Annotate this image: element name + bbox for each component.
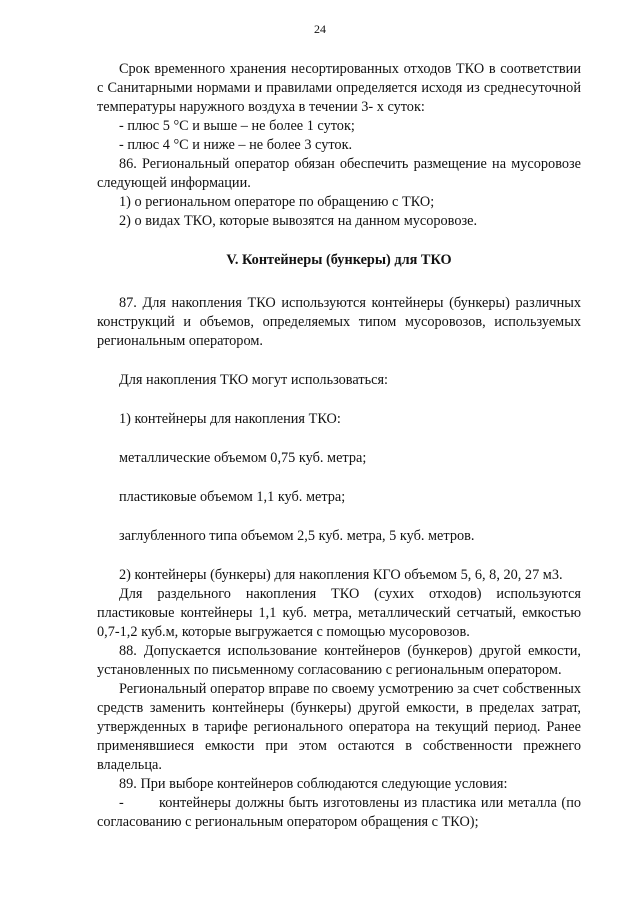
paragraph-plus-5: - плюс 5 °С и выше – не более 1 суток; xyxy=(119,118,355,134)
paragraph-storage-term: Срок временного хранения несортированных отходов ТКО в соответствии с Санитарными нормами и правилами определяется исходя из среднесуточной температуры наружного воздуха в течении 3- х суток: xyxy=(97,61,581,115)
document-body xyxy=(97,60,581,832)
paragraph-plastic: пластиковые объемом 1,1 куб. метра; xyxy=(119,489,346,505)
page-number: 24 xyxy=(314,22,326,36)
paragraph-containers-kgo: 2) контейнеры (бункеры) для накопления КГО объемом 5, 6, 8, 20, 27 м3. xyxy=(119,567,563,583)
section-heading: V. Контейнеры (бункеры) для ТКО xyxy=(226,252,452,268)
paragraph-86: 86. Региональный оператор обязан обеспечить размещение на мусоровозе следующей информации. xyxy=(97,156,581,191)
paragraph-containers-tko: 1) контейнеры для накопления ТКО: xyxy=(119,411,341,427)
bullet-text: контейнеры должны быть изготовлены из пластика или металла (по согласованию с региональным оператором обращения с ТКО); xyxy=(97,795,581,830)
paragraph-89: 89. При выборе контейнеров соблюдаются следующие условия: xyxy=(119,776,508,792)
paragraph-may-use: Для накопления ТКО могут использоваться: xyxy=(119,372,389,388)
list-item-1: 1) о региональном операторе по обращению с ТКО; xyxy=(119,194,435,210)
list-item-2: 2) о видах ТКО, которые вывозятся на данном мусоровозе. xyxy=(119,213,478,229)
paragraph-separate-collection: Для раздельного накопления ТКО (сухих отходов) используются пластиковые контейнеры 1,1 куб. метра, металлический сетчатый, емкостью 0,7-1,2 куб.м, которые выгружается с помощью мусоровозов. xyxy=(97,586,581,640)
paragraph-bullet-material xyxy=(97,794,581,832)
paragraph-operator-right: Региональный оператор вправе по своему усмотрению за счет собственных средств заменить контейнеры (бункеры) другой емкости, в пределах затрат, утвержденных в тарифе регионального оператора на текущий период. Ранее применявшиеся емкости при этом остаются в собственности прежнего владельца. xyxy=(97,681,581,773)
paragraph-plus-4: - плюс 4 °С и ниже – не более 3 суток. xyxy=(119,137,353,153)
bullet-dash: - xyxy=(119,795,124,811)
paragraph-metal: металлические объемом 0,75 куб. метра; xyxy=(119,450,367,466)
paragraph-87: 87. Для накопления ТКО используются контейнеры (бункеры) различных конструкций и объемов, определяемых типом мусоровозов, используемых региональным оператором. xyxy=(97,295,581,349)
paragraph-88: 88. Допускается использование контейнеров (бункеров) другой емкости, установленных по письменному согласованию с региональным оператором. xyxy=(97,643,581,678)
paragraph-underground: заглубленного типа объемом 2,5 куб. метра, 5 куб. метров. xyxy=(119,528,475,544)
